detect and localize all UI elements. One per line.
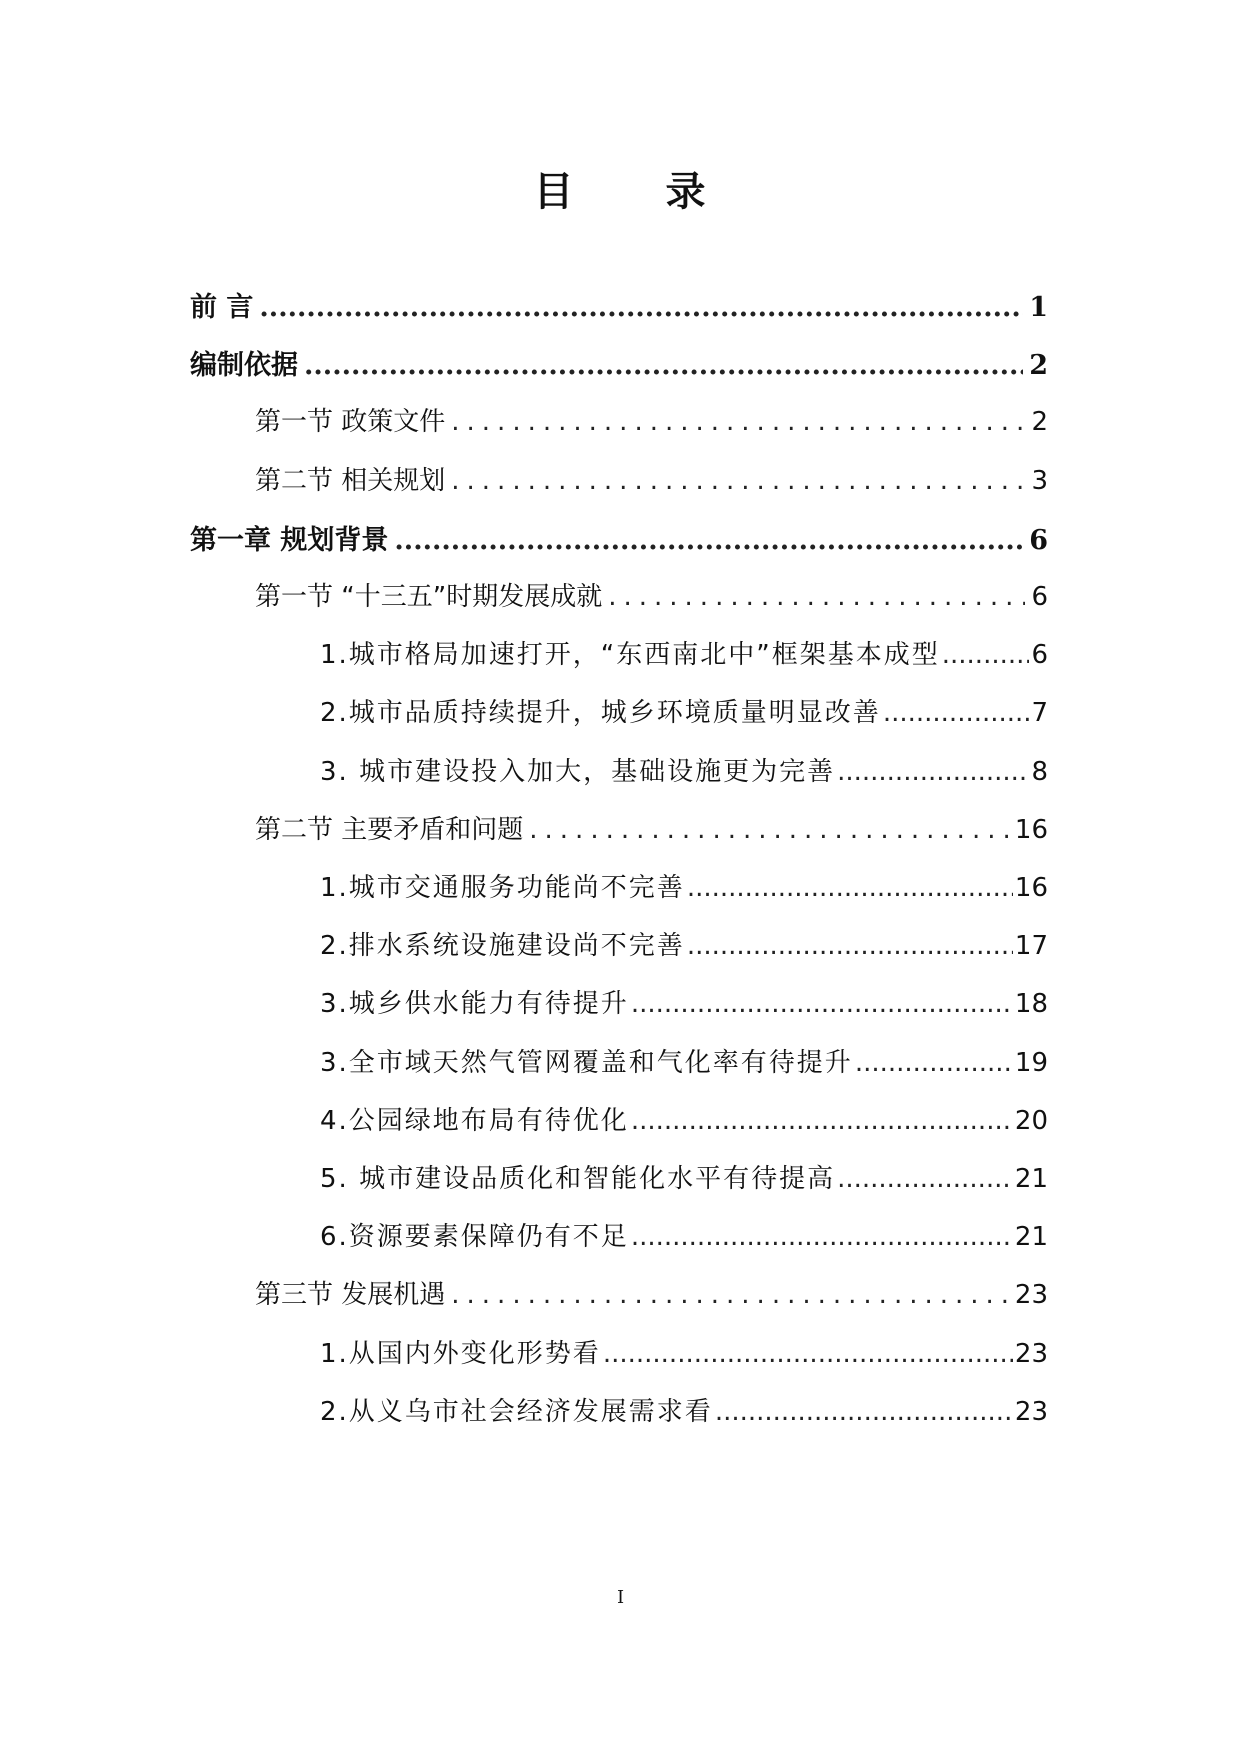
page-title-char-1: 目 [533,168,576,215]
toc-dot-leader [631,1106,1013,1136]
toc-dot-leader [259,292,1023,323]
page-title-char-2: 录 [665,168,708,215]
toc-entry-label: 第一章 规划背景 [190,524,389,556]
toc-entry-label: 前 言 [190,292,254,323]
toc-dot-leader [631,1222,1013,1252]
toc-entry-label: 1.从国内外变化形势看 [320,1338,601,1369]
toc-entry-label: 6.资源要素保障仍有不足 [320,1222,629,1253]
toc-entry-label: 2.排水系统设施建设尚不完善 [320,931,685,962]
toc-entry-page: 23 [1014,1338,1048,1369]
toc-entry[interactable] [255,1274,1048,1311]
toc-entry-page: 16 [1014,873,1048,903]
toc-dot-leader [942,640,1030,670]
toc-entry-page: 7 [1031,698,1048,729]
toc-dot-leader [529,815,1009,845]
toc-entry-page: 23 [1014,1396,1048,1427]
toc-entry-page: 17 [1014,931,1048,962]
toc-dot-leader [687,931,1013,961]
toc-entry[interactable] [320,692,1048,729]
toc-entry-label: 4.公园绿地布局有待优化 [320,1105,629,1136]
toc-entry[interactable] [320,1391,1048,1428]
toc-entry-page: 2 [1031,407,1048,438]
toc-entry-page: 23 [1014,1280,1048,1311]
toc-entry[interactable] [320,1100,1048,1137]
toc-entry-label: 第一节 政策文件 [255,407,446,438]
toc-entry-label: 3.全市域天然气管网覆盖和气化率有待提升 [320,1047,853,1078]
toc-entry[interactable] [190,518,1048,557]
toc-dot-leader [608,582,1025,612]
toc-dot-leader [394,525,1023,556]
toc-dot-leader [451,407,1025,437]
toc-entry-page: 2 [1029,350,1048,382]
toc-entry-page: 19 [1014,1047,1048,1078]
toc-entry[interactable] [320,983,1048,1020]
toc-entry-label: 1.城市交通服务功能尚不完善 [320,873,685,903]
toc-entry-label: 2.从义乌市社会经济发展需求看 [320,1396,713,1427]
page-number: I [616,1587,625,1608]
toc-entry[interactable] [190,343,1048,382]
toc-entry-label: 3. 城市建设投入加大，基础设施更为完善 [320,756,836,787]
toc-entry-page: 21 [1014,1222,1048,1253]
toc-dot-leader [603,1339,1013,1369]
toc-entry[interactable] [320,1158,1048,1195]
toc-entry-page: 18 [1014,989,1048,1020]
toc-entry-page: 6 [1031,640,1048,671]
toc-dot-leader [304,350,1023,381]
toc-entry-page: 1 [1029,292,1048,323]
toc-entry-label: 第一节 “十三五”时期发展成就 [255,582,603,612]
toc-entry-page: 16 [1014,814,1048,845]
toc-entry[interactable] [320,751,1048,788]
toc-entry-page: 8 [1031,756,1048,787]
toc-dot-leader [715,1397,1013,1427]
toc-entry[interactable] [255,576,1048,613]
page-title [0,160,1241,217]
toc-dot-leader [855,1048,1013,1078]
toc-entry-label: 第三节 发展机遇 [255,1280,446,1311]
toc-entry-label: 5. 城市建设品质化和智能化水平有待提高 [320,1164,836,1194]
toc-entry[interactable] [320,634,1048,671]
toc-entry-label: 2.城市品质持续提升，城乡环境质量明显改善 [320,698,881,729]
toc-entry-label: 编制依据 [190,350,298,382]
toc-dot-leader [631,989,1013,1019]
toc-entry-page: 3 [1031,465,1048,496]
toc-entry[interactable] [320,925,1048,962]
toc-dot-leader [883,698,1030,728]
toc-entry[interactable] [255,460,1048,497]
toc-entry-label: 1.城市格局加速打开，“东西南北中”框架基本成型 [320,640,940,671]
toc-entry-page: 21 [1014,1164,1048,1194]
toc-entry[interactable] [190,285,1048,324]
toc-entry[interactable] [320,1042,1048,1079]
toc-entry[interactable] [320,1216,1048,1253]
toc-entry-page: 6 [1029,524,1048,556]
toc-entry-label: 第二节 主要矛盾和问题 [255,814,524,845]
toc-dot-leader [451,1280,1009,1310]
toc-entry[interactable] [320,867,1048,904]
toc-dot-leader [451,466,1025,496]
toc-entry[interactable] [320,1333,1048,1370]
toc-dot-leader [837,1164,1013,1194]
toc-dot-leader [837,757,1029,787]
toc-entry-page: 20 [1014,1105,1048,1136]
toc-dot-leader [687,873,1013,903]
toc-entry[interactable] [255,401,1048,438]
toc-entry-label: 第二节 相关规划 [255,465,446,496]
toc-entry-label: 3.城乡供水能力有待提升 [320,989,629,1020]
toc-entry-page: 6 [1031,582,1048,612]
toc-entry[interactable] [255,809,1048,846]
